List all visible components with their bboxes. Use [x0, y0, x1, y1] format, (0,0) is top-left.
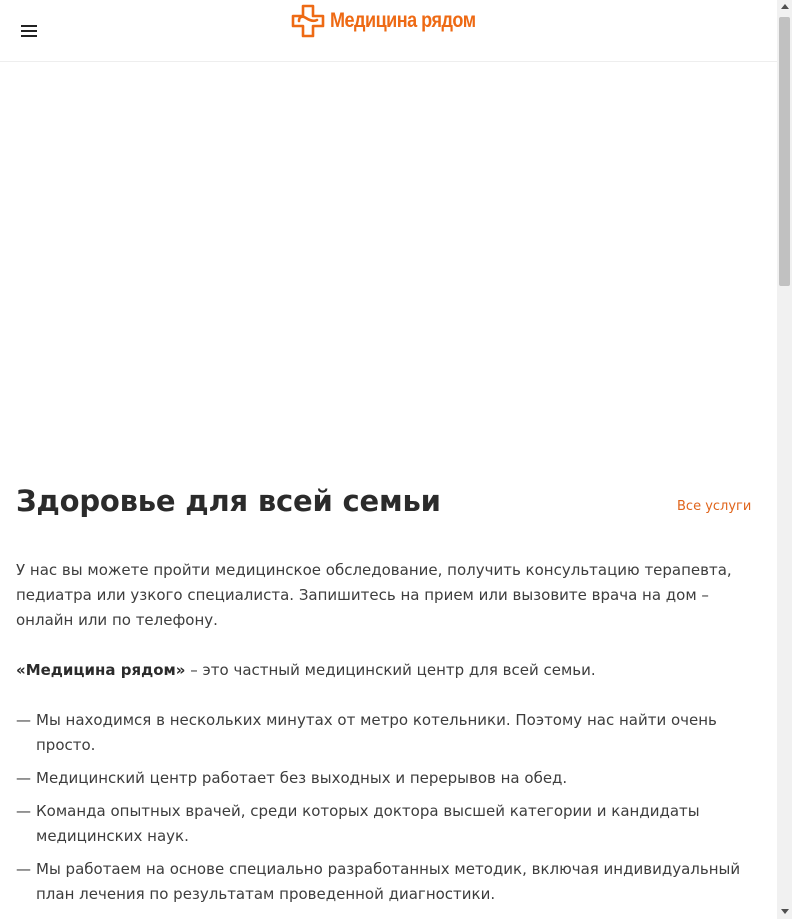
scrollbar-thumb[interactable] — [779, 17, 790, 286]
list-item — [16, 857, 756, 907]
brand-sentence: – это частный медицинский центр для всей семьи. — [185, 661, 596, 679]
list-dash: — — [16, 860, 31, 878]
section-content — [16, 558, 756, 915]
list-dash: — — [16, 711, 31, 729]
list-item-text: Команда опытных врачей, среди которых доктора высшей категории и кандидаты медицинских наук. — [36, 802, 700, 845]
list-dash: — — [16, 769, 31, 787]
list-item-text: Медицинский центр работает без выходных и перерывов на обед. — [36, 769, 568, 787]
vertical-scrollbar[interactable] — [777, 0, 792, 919]
advantages-list — [16, 708, 756, 907]
cross-logo-icon — [290, 3, 326, 39]
list-item — [16, 766, 756, 791]
scroll-down-arrow-icon[interactable] — [781, 909, 789, 914]
hero-banner — [0, 63, 777, 463]
intro-paragraph: У нас вы можете пройти медицинское обследование, получить консультацию терапевта, педиатра или узкого специалиста. Запишитесь на прием или вызовите врача на дом – онлайн или по телефону. — [16, 561, 732, 629]
brand-name: «Медицина рядом» — [16, 661, 186, 679]
site-header — [0, 0, 777, 62]
list-item-text: Мы находимся в нескольких минутах от метро котельники. Поэтому нас найти очень просто. — [36, 711, 717, 754]
section-title: Здоровье для всей семьи — [16, 484, 441, 518]
list-item-text: Мы работаем на основе специально разработанных методик, включая индивидуальный план лечения по результатам проведенной диагностики. — [36, 860, 741, 903]
list-dash: — — [16, 802, 31, 820]
brand-paragraph — [16, 658, 756, 683]
list-item — [16, 708, 756, 758]
scroll-up-arrow-icon[interactable] — [781, 4, 789, 9]
logo-text: Медицина рядом — [330, 9, 476, 32]
site-logo[interactable] — [290, 3, 499, 39]
all-services-link[interactable]: Все услуги — [677, 499, 752, 514]
list-item — [16, 799, 756, 849]
hamburger-menu-icon[interactable] — [21, 25, 37, 37]
